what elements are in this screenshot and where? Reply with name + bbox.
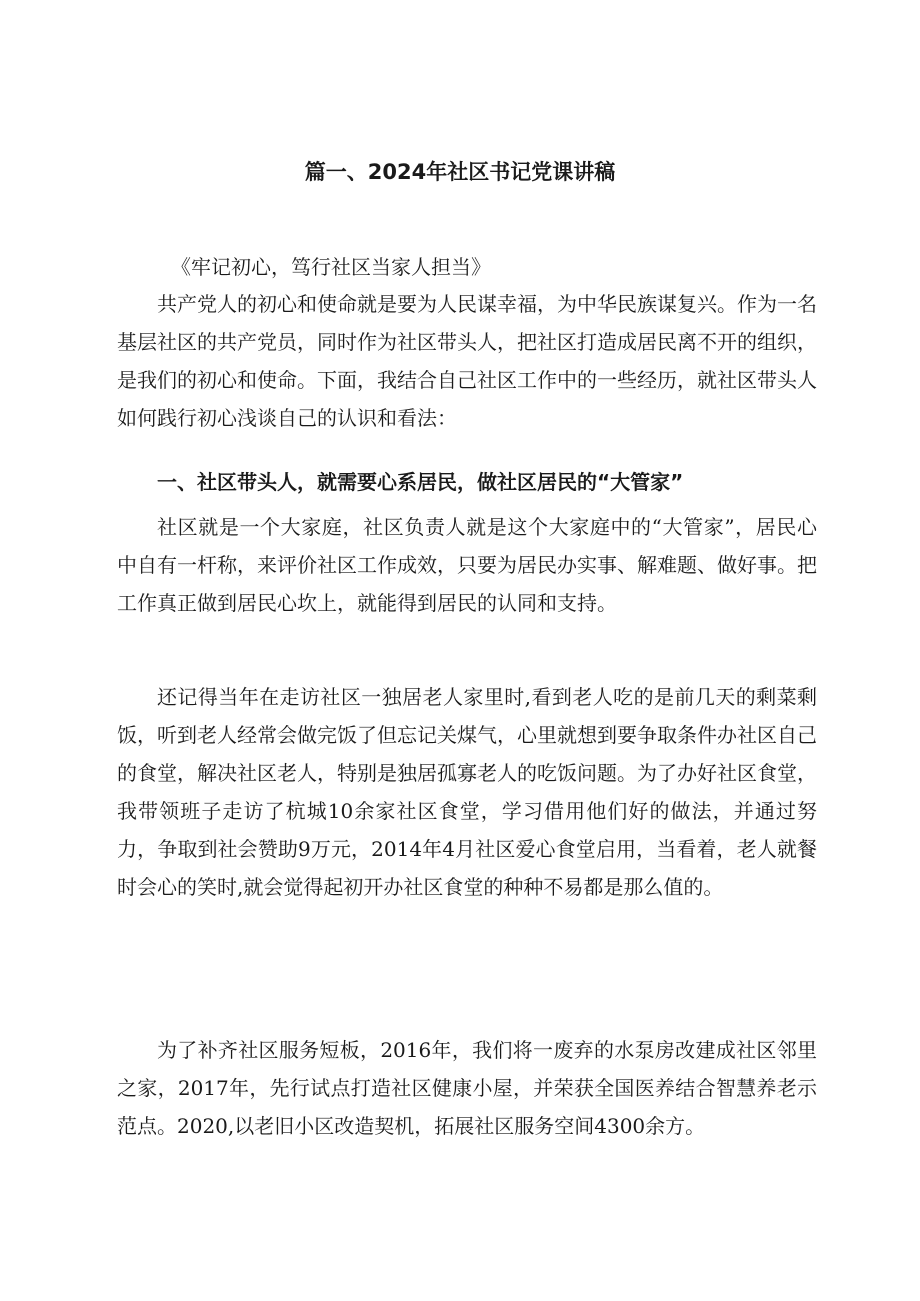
body-paragraph: 社区就是一个大家庭，社区负责人就是这个大家庭中的“大管家”，居民心中自有一杆称，来评价社区工作成效，只要为居民办实事、解难题、做好事。把工作真正做到居民心坎上，就能得到居民的认同和支持。 (117, 515, 817, 615)
body-paragraph: 还记得当年在走访社区一独居老人家里时,看到老人吃的是前几天的剩菜剩饭，听到老人经常会做完饭了但忘记关煤气，心里就想到要争取条件办社区自己的食堂，解决社区老人，特别是独居孤寡老人的吃饭问题。为了办好社区食堂，我带领班子走访了杭城10余家社区食堂，学习借用他们好的做法，并通过努力，争取到社会赞助9万元，2014年4月社区爱心食堂启用，当看着，老人就餐时会心的笑时,就会觉得起初开办社区食堂的种种不易都是那么值的。 (117, 685, 817, 899)
speech-subtitle: 《牢记初心，笃行社区当家人担当》 (171, 255, 491, 279)
intro-block (117, 285, 817, 437)
section1-paragraph-3-block (117, 1031, 817, 1145)
section1-paragraph-1-block (117, 508, 817, 622)
section1-paragraph-2-block (117, 678, 817, 906)
intro-paragraph: 共产党人的初心和使命就是要为人民谋幸福，为中华民族谋复兴。作为一名基层社区的共产党员，同时作为社区带头人，把社区打造成居民离不开的组织，是我们的初心和使命。下面，我结合自己社区工作中的一些经历，就社区带头人如何践行初心浅谈自己的认识和看法： (117, 292, 817, 430)
section-heading-1: 一、社区带头人，就需要心系居民，做社区居民的“大管家” (157, 470, 684, 494)
document-title: 篇一、2024年社区书记党课讲稿 (304, 160, 616, 184)
body-paragraph: 为了补齐社区服务短板，2016年，我们将一废弃的水泵房改建成社区邻里之家，2017年，先行试点打造社区健康小屋，并荣获全国医养结合智慧养老示范点。2020,以老旧小区改造契机，拓展社区服务空间4300余方。 (117, 1038, 817, 1138)
